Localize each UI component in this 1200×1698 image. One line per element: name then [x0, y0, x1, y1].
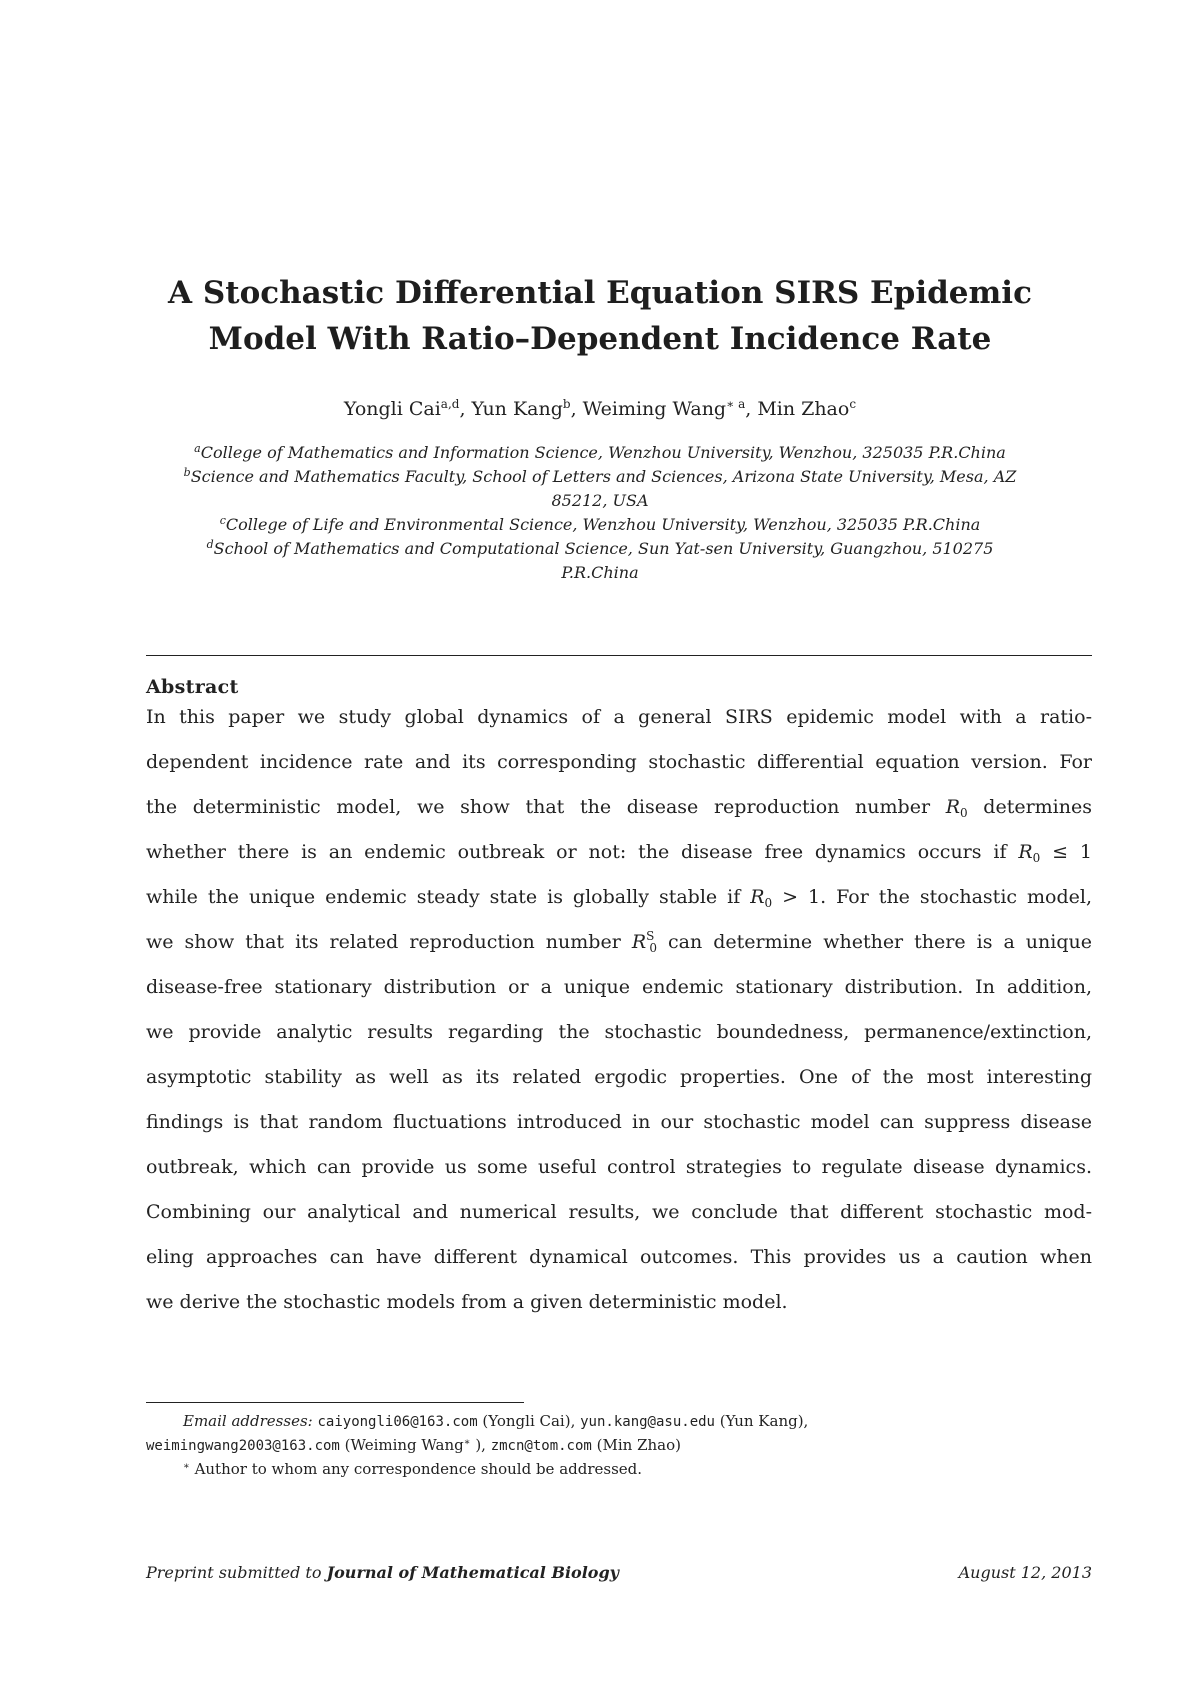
email-owner: (Weiming Wang — [339, 1436, 464, 1454]
math-subscript: 0 — [649, 941, 657, 955]
email-link[interactable]: weimingwang2003@163.com — [146, 1438, 340, 1454]
affil-mark: c — [219, 514, 226, 527]
affiliation-a — [130, 441, 1070, 465]
affil-text: College of Life and Environmental Science, Wenzhou University, Wenzhou, 325035 P.R.China — [225, 515, 981, 534]
footnote-corresponding — [183, 1458, 642, 1480]
affiliation-d-cont: P.R.China — [561, 563, 639, 582]
author-affil-mark: ∗ a — [726, 397, 746, 411]
author-separator: , — [745, 398, 758, 420]
email-label: Email addresses: — [183, 1412, 313, 1430]
footer-prefix: Preprint submitted to — [146, 1563, 327, 1582]
abstract-text: while the unique endemic steady state is globally stable if — [146, 886, 751, 908]
footnote-emails — [183, 1410, 808, 1433]
author-separator: , — [570, 398, 583, 420]
affil-text: School of Mathematics and Computational Science, Sun Yat-sen University, Guangzhou, 510275 — [213, 539, 994, 558]
abstract-text: can determine whether there is a unique — [657, 931, 1092, 953]
author-name: Yun Kang — [471, 398, 563, 420]
math-subscript: 0 — [1032, 851, 1041, 865]
abstract-text: we show that its related reproduction number — [146, 931, 632, 953]
title-line-1: A Stochastic Differential Equation SIRS Epidemic — [168, 275, 1032, 311]
abstract-text: > 1. For the stochastic model, — [772, 886, 1092, 908]
math-symbol: R — [631, 931, 647, 953]
abstract-line — [146, 794, 1092, 820]
abstract-line: Combining our analytical and numerical results, we conclude that different stochastic mod- — [146, 1201, 1092, 1223]
author-name: Weiming Wang — [582, 398, 727, 420]
math-superscript: S — [646, 929, 655, 943]
abstract-line: outbreak, which can provide us some useful control strategies to regulate disease dynamics. — [146, 1156, 1092, 1178]
email-owner: (Yun Kang), — [714, 1412, 809, 1430]
affil-text: College of Mathematics and Information Science, Wenzhou University, Wenzhou, 325035 P.R.China — [200, 443, 1006, 462]
footer-date: August 12, 2013 — [958, 1563, 1092, 1582]
affil-mark: b — [183, 466, 191, 479]
abstract-line — [146, 839, 1092, 865]
abstract-line: we derive the stochastic models from a given deterministic model. — [146, 1291, 788, 1313]
abstract-line: we provide analytic results regarding the stochastic boundedness, permanence/extinction, — [146, 1021, 1092, 1043]
author-list — [100, 396, 1100, 422]
math-subscript: 0 — [960, 806, 968, 820]
email-owner: ), — [470, 1436, 491, 1454]
affiliation-b-cont: 85212, USA — [551, 491, 649, 510]
corresponding-mark: ∗ — [463, 1437, 471, 1448]
title-line-2: Model With Ratio–Dependent Incidence Rate — [208, 321, 992, 357]
affiliations — [130, 441, 1070, 585]
paper-title — [100, 270, 1100, 362]
abstract-line: disease-free stationary distribution or a unique endemic stationary distribution. In addition, — [146, 976, 1092, 998]
abstract-line: eling approaches can have different dynamical outcomes. This provides us a caution when — [146, 1246, 1092, 1268]
affil-mark: d — [206, 538, 214, 551]
abstract-line — [146, 884, 1092, 910]
footnote-emails-cont — [146, 1434, 681, 1457]
abstract-text: determines — [967, 796, 1092, 818]
affiliation-d — [130, 537, 1070, 561]
author-name: Min Zhao — [757, 398, 850, 420]
math-symbol: R — [1018, 841, 1033, 863]
email-link[interactable]: yun.kang@asu.edu — [580, 1414, 715, 1430]
journal-name: Journal of Mathematical Biology — [326, 1563, 619, 1582]
math-symbol: R — [750, 886, 765, 908]
corresponding-mark: ∗ — [183, 1461, 190, 1472]
author-separator: , — [459, 398, 472, 420]
author-affil-mark: b — [562, 397, 571, 411]
author-affil-mark: c — [849, 397, 857, 411]
affiliation-b — [130, 465, 1070, 489]
math-subscript: 0 — [764, 896, 773, 910]
author-name: Yongli Cai — [343, 398, 441, 420]
math-symbol: R — [945, 796, 960, 818]
abstract-line — [146, 929, 1092, 955]
abstract-text: the deterministic model, we show that the disease reproduction number — [146, 796, 946, 818]
abstract-line: In this paper we study global dynamics of a general SIRS epidemic model with a ratio- — [146, 706, 1092, 728]
abstract-top-rule — [146, 655, 1092, 656]
email-link[interactable]: caiyongli06@163.com — [317, 1414, 478, 1430]
footnote-rule — [146, 1402, 524, 1403]
email-owner: (Yongli Cai), — [477, 1412, 581, 1430]
abstract-text: ≤ 1 — [1040, 841, 1092, 863]
email-link[interactable]: zmcn@tom.com — [490, 1438, 592, 1454]
abstract-text: whether there is an endemic outbreak or not: the disease free dynamics occurs if — [146, 841, 1019, 863]
affil-mark: a — [194, 442, 201, 455]
footnote-text: Author to whom any correspondence should be addressed. — [189, 1460, 643, 1478]
affil-text: Science and Mathematics Faculty, School of Letters and Sciences, Arizona State University, Mesa, AZ — [190, 467, 1017, 486]
author-affil-mark: a,d — [440, 397, 460, 411]
abstract-line: dependent incidence rate and its corresponding stochastic differential equation version. For — [146, 751, 1092, 773]
footer-preprint — [146, 1562, 619, 1584]
affiliation-c — [130, 513, 1070, 537]
abstract-heading: Abstract — [146, 676, 239, 698]
abstract-line: asymptotic stability as well as its related ergodic properties. One of the most interesting — [146, 1066, 1092, 1088]
abstract-line: findings is that random fluctuations introduced in our stochastic model can suppress disease — [146, 1111, 1092, 1133]
email-owner: (Min Zhao) — [591, 1436, 681, 1454]
